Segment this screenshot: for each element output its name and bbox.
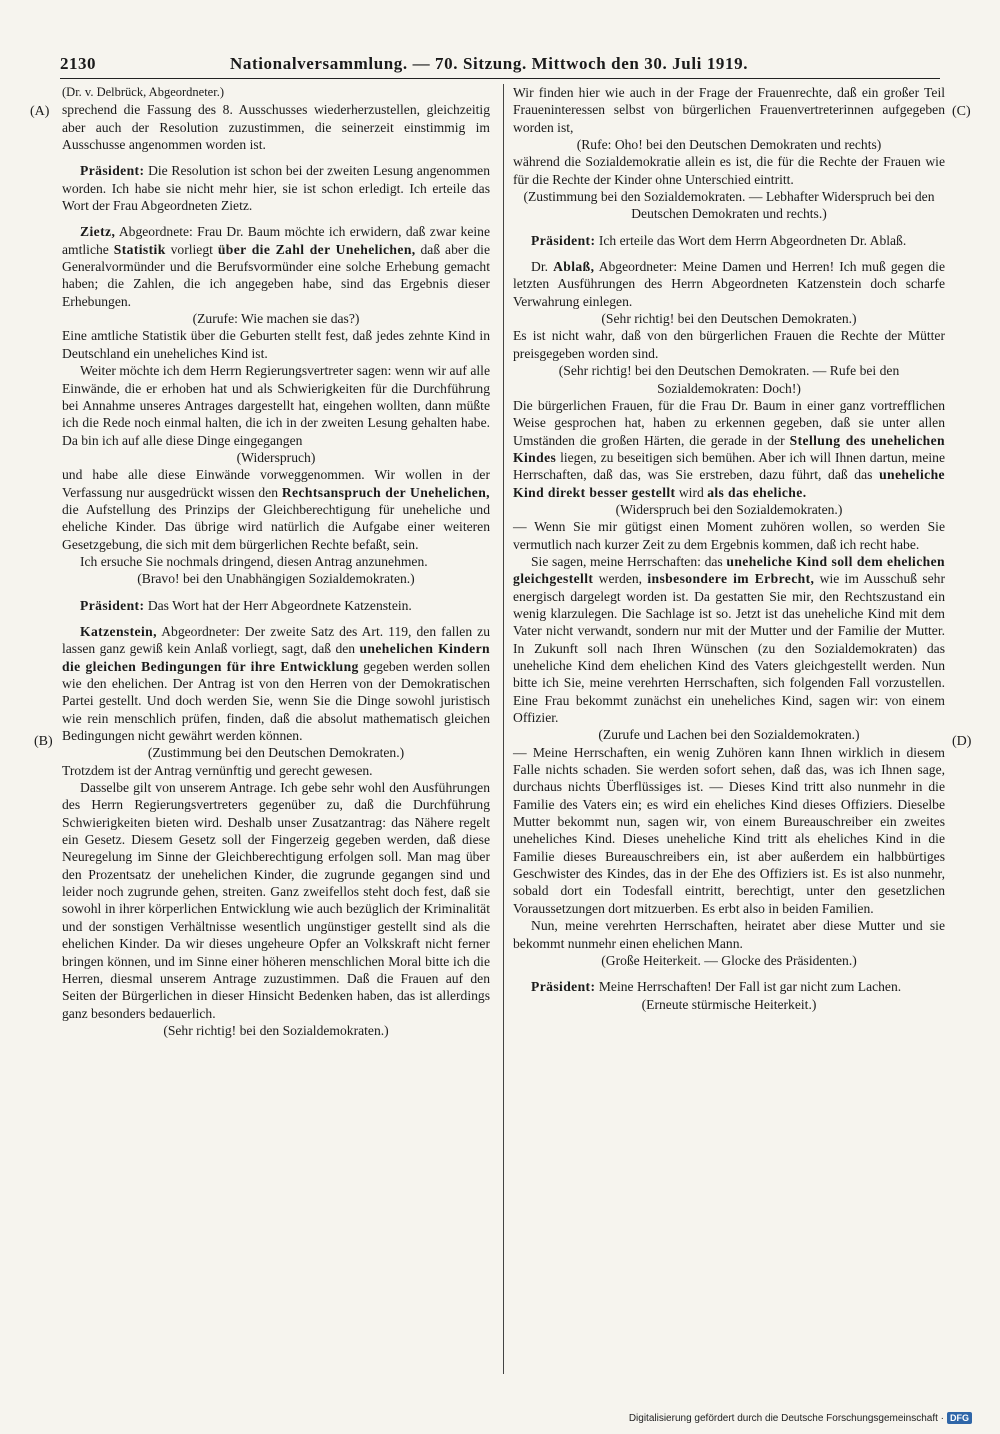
interjection: (Erneute stürmische Heiterkeit.)	[641, 996, 817, 1012]
speech-text: Ich erteile das Wort dem Herrn Abgeordneten Dr. Ablaß.	[595, 232, 907, 248]
speaker-name: Präsident:	[80, 163, 145, 179]
interjection: (Rufe: Oho! bei den Deutschen Demokraten und rechts)	[576, 137, 882, 153]
emphasis: Rechtsanspruch der Unehelichen,	[281, 484, 490, 500]
speech-text: daß aber die Generalvormünder und die Berufsvormünder eine solche Erhebung gemacht haben; die Zahlen, die ich angegeben habe, sind das Ergebnis dieser Erhebungen.	[62, 241, 490, 309]
speaker-name: Zietz,	[80, 224, 116, 240]
emphasis: insbesondere im Erbrecht,	[647, 571, 815, 587]
speech-praesident	[62, 597, 490, 614]
emphasis: als das eheliche.	[707, 484, 807, 500]
emphasis: uneheliche Kind soll dem ehelichen gleichgestellt	[513, 553, 945, 587]
interjection: (Sehr richtig! bei den Sozialdemokraten.)	[163, 1022, 389, 1038]
speech-praesident	[513, 232, 945, 249]
header-rule	[60, 78, 940, 79]
paragraph: sprechend die Fassung des 8. Ausschusses wiederherzustellen, gleichzeitig aber auch der Resolution zuzustimmen, die seinerzeit einstimmig im Ausschusse angenommen worden ist.	[62, 102, 490, 153]
paragraph	[62, 466, 490, 553]
paragraph: während die Sozialdemokratie allein es ist, die für die Rechte der Frauen wie für die Rechte der Kinder ohne Unterschied eintritt.	[513, 154, 945, 187]
emphasis: Stellung des unehelichen Kindes	[513, 432, 945, 465]
paragraph: Nun, meine verehrten Herrschaften, heiratet aber diese Mutter und sie bekommt nunmehr einen ehelichen Mann.	[513, 918, 945, 951]
paragraph	[513, 553, 945, 726]
speech-text: wie im Ausschuß sehr energisch dargelegt worden ist. Da gestatten Sie mir, den Rechtszustand ein wenig klarzulegen. Die Sachlage ist so. Jetzt ist das uneheliche Kind mit dem Vater nicht verwandt, sondern nur mit der Mutter und der Familie der Mutter. In Zukunft soll nach Ihren Wünschen (zu den Sozialdemokraten) das uneheliche Kind dem ehelichen Kind des Vaters gleichgestellt werden. Nun bitte ich Sie, meine verehrten Herrschaften, sich folgenden Fall vorzustellen. Eine Frau bekommt zunächst ein uneheliches Kind, sagen wir: von einem Offizier.	[513, 571, 946, 726]
interjection: (Widerspruch)	[236, 449, 316, 465]
speaker-name: Katzenstein,	[80, 623, 157, 639]
interjection: (Sehr richtig! bei den Deutschen Demokraten.)	[601, 311, 857, 327]
paragraph: Weiter möchte ich dem Herrn Regierungsvertreter sagen: wenn wir auf alle Einwände, die er erhoben hat und als Schwierigkeiten für die Durchführung bei Annahme unseres Antrages dargestellt hat, eingehen wollten, dann müßte ich die Rede noch einmal halten, die ich in der zweiten Lesung gehalten habe. Da bin ich auf alle diese Dinge eingegangen	[62, 363, 490, 448]
speaker-name: Präsident:	[531, 232, 596, 248]
speech-praesident	[62, 162, 490, 214]
interjection: (Zurufe: Wie machen sie das?)	[192, 311, 360, 327]
speech-text: Abgeordneter: Der zweite Satz des Art. 119, den fallen zu lassen ganz gewiß kein Anlaß vorliegt, sagt, daß den	[62, 623, 490, 657]
paragraph	[513, 397, 945, 501]
interjection: (Zustimmung bei den Sozialdemokraten. — Lebhafter Widerspruch bei den Deutschen Demokraten und rechts.)	[523, 189, 935, 222]
interjection: (Sehr richtig! bei den Deutschen Demokraten. — Rufe bei den Sozialdemokraten: Doch!)	[558, 363, 900, 396]
emphasis: uneheliche Kind direkt besser gestellt	[513, 467, 945, 500]
paragraph: Ich ersuche Sie nochmals dringend, diesen Antrag anzunehmen.	[80, 553, 428, 569]
running-title: Nationalversammlung. — 70. Sitzung. Mittwoch den 30. Juli 1919.	[230, 54, 749, 73]
interjection: (Zustimmung bei den Deutschen Demokraten.)	[147, 745, 405, 761]
speech-praesident	[513, 978, 945, 995]
digitization-credit	[629, 1412, 972, 1424]
margin-marker-d: (D)	[952, 734, 972, 749]
footer-text: Digitalisierung gefördert durch die Deutsche Forschungsgemeinschaft ·	[628, 1413, 944, 1424]
emphasis: unehelichen Kindern die gleichen Bedingungen für ihre Entwicklung	[62, 641, 490, 674]
column-divider	[503, 84, 504, 1374]
speech-text: Die Resolution ist schon bei der zweiten Lesung angenommen worden. Ich habe sie nicht mehr hier, sie ist schon erledigt. Ich erteile das Wort der Frau Abgeordneten Zietz.	[62, 163, 490, 214]
paragraph: — Meine Herrschaften, ein wenig Zuhören kann Ihnen wirklich in diesem Falle nichts schaden. Sie werden sofort sehen, daß das, was ich Ihnen sage, durchaus nichts Überflüssiges ist. — Dieses Kind tritt also nunmehr in die Familie des Vaters ein; es wird ein eheliches Kind dieses Offiziers. Dieselbe Mutter bekommt nun, sagen wir, von einem Bureauschreiber ein zweites uneheliches Kind. Dieses uneheliche Kind tritt als eheliches Kind in die Familie dieses Bureauschreibers ein, ist aber außerdem ein halbbürtiges Geschwister des Kindes, das in der Ehe des Offiziers ist. Es ist also nunmehr, sobald dort ein Todesfall eintritt, berechtigt, unter den gesetzlichen Voraussetzungen dort mitzuerben. Es erbt also in beiden Familien.	[513, 744, 945, 916]
speech-text: vorliegt	[165, 241, 218, 257]
paragraph: — Wenn Sie mir gütigst einen Moment zuhören wollen, so werden Sie vermutlich nach kurzer Zeit zu dem Ergebnis kommen, daß ich recht habe.	[513, 519, 945, 552]
speech-text: Das Wort hat der Herr Abgeordnete Katzenstein.	[144, 597, 412, 613]
paragraph: Eine amtliche Statistik über die Geburten stellt fest, daß jedes zehnte Kind in Deutschland ein uneheliches Kind ist.	[62, 328, 490, 361]
left-column	[62, 84, 490, 1039]
emphasis: Statistik	[113, 241, 166, 257]
speaker-name: Präsident:	[80, 597, 145, 613]
speech-text: und habe alle diese Einwände vorweggenommen. Wir wollen in der Verfassung nur ausgedrückt wissen den	[62, 467, 490, 500]
speech-text: die Aufstellung des Prinzips der Gleichberechtigung für uneheliche und eheliche Kinder. Das übrige wird natürlich die Aufgabe einer weiteren Gesetzgebung, die sich mit dem bürgerlichen Rechte befaßt, sein.	[62, 501, 490, 552]
speaker-title: Dr.	[531, 259, 554, 275]
speech-text: liegen, zu beseitigen sich bemühen. Aber ich will Ihnen dartun, meine Herrschaften, daß das, was Sie erstreben, dazu führt, daß das	[513, 449, 945, 483]
speech-text: wird	[675, 484, 708, 500]
speech-text: Sie sagen, meine Herrschaften: das	[531, 553, 727, 569]
speech-ablass	[513, 258, 945, 310]
margin-marker-b: (B)	[34, 734, 53, 749]
interjection: (Widerspruch bei den Sozialdemokraten.)	[615, 501, 843, 517]
speech-text: Meine Herrschaften! Der Fall ist gar nicht zum Lachen.	[595, 979, 902, 995]
interjection: (Große Heiterkeit. — Glocke des Präsidenten.)	[601, 952, 857, 968]
page-header	[60, 50, 940, 80]
speech-text: werden,	[593, 571, 648, 587]
speaker-note: (Dr. v. Delbrück, Abgeordneter.)	[62, 85, 224, 99]
emphasis: über die Zahl der Unehelichen,	[217, 241, 416, 257]
speech-text: Die bürgerlichen Frauen, für die Frau Dr. Baum in einer ganz vortrefflichen Weise gesprochen hat, haben zu erkennen gegeben, daß sie unter allen Umständen die großen Härten, die gerade in der	[513, 397, 945, 448]
paragraph: Wir finden hier wie auch in der Frage der Frauenrechte, daß ein großer Teil Fraueninteressen selbst von bürgerlichen Frauenvertreterinnen aufgegeben worden ist,	[513, 85, 945, 135]
speech-text: Abgeordneter: Meine Damen und Herren! Ich muß gegen die letzten Ausführungen des Herrn Abgeordneten Katzenstein doch scharfe Verwahrung einlegen.	[513, 259, 945, 309]
right-column	[513, 84, 945, 1013]
interjection: (Bravo! bei den Unabhängigen Sozialdemokraten.)	[137, 571, 415, 587]
speech-text: Abgeordnete: Frau Dr. Baum möchte ich erwidern, daß zwar keine amtliche	[62, 224, 490, 257]
paragraph: Es ist nicht wahr, daß von den bürgerlichen Frauen die Rechte der Mütter preisgegeben worden sind.	[513, 328, 945, 361]
speech-text: gegeben werden sollen wie den ehelichen. Der Antrag ist von den Herren von der Demokratischen Partei gestellt. Und doch werden Sie, wenn Sie die Dinge sowohl juristisch wie rein menschlich prüfen, finden, daß die absolut mathematisch gleichen Bedingungen nicht gewährt werden können.	[62, 658, 490, 744]
interjection: (Zurufe und Lachen bei den Sozialdemokraten.)	[598, 727, 860, 743]
paragraph: Dasselbe gilt von unserem Antrage. Ich gebe sehr wohl den Ausführungen des Herrn Regierungsvertreters gegenüber zu, daß die Durchführung Schwierigkeiten bieten wird. Deshalb unser Zusatzantrag: das Nähere regelt ein Gesetz. Diesem Gesetz soll der Fingerzeig gegeben werden, daß diese Neuregelung im Sinne der Gleichberechtigung erfolgen soll. Man mag über den Prozentsatz der unehelichen Kinder, die zugrunde gegangen sind und leider noch zugrunde gehen, streiten. Ganz zweifellos steht doch fest, daß sie sowohl in ihrer körperlichen Entwicklung wie auch bezüglich der Kriminalität und der sonstigen Verhältnisse wesentlich ungünstiger gestellt sind als die ehelichen Kinder. Da wir dieses ungeheure Opfer an Volkskraft nicht ferner bringen können, und im Sinne einer höheren menschlichen Moral bitte ich die Herren, diesmal unserem Antrage zuzustimmen. Daß die Frauen auf den Seiten der Bürgerlichen in dieser Hinsicht Bedenken haben, das ist allerdings ganz besonders bedauerlich.	[62, 780, 490, 1021]
margin-marker-c: (C)	[952, 104, 971, 119]
page-number: 2130	[60, 54, 96, 73]
speech-zietz	[62, 223, 490, 310]
speaker-name: Ablaß,	[553, 259, 595, 275]
dfg-logo: DFG	[947, 1412, 972, 1424]
margin-marker-a: (A)	[30, 104, 50, 119]
speaker-name: Präsident:	[531, 979, 596, 995]
paragraph: Trotzdem ist der Antrag vernünftig und gerecht gewesen.	[62, 762, 373, 778]
speech-katzenstein	[62, 623, 490, 744]
